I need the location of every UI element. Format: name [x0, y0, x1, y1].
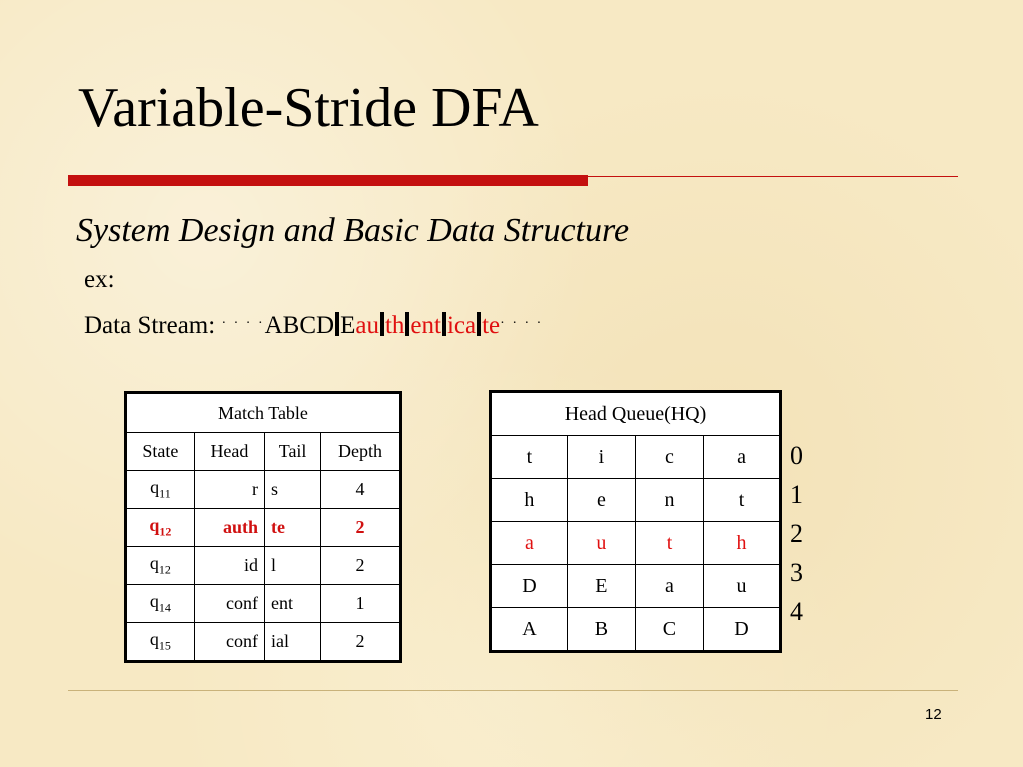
table-row-highlighted — [126, 509, 401, 547]
head-cell: r — [194, 471, 264, 509]
queue-row — [491, 565, 781, 608]
queue-cell: h — [704, 522, 781, 565]
data-stream-line — [84, 312, 543, 340]
queue-cell: a — [635, 565, 703, 608]
row-index: 0 — [790, 441, 803, 470]
page-number: 12 — [925, 706, 942, 723]
tail-cell: s — [265, 471, 321, 509]
queue-cell: n — [635, 479, 703, 522]
stream-prefix: ABCD — [264, 312, 335, 339]
table-row — [126, 623, 401, 662]
queue-row — [491, 436, 781, 479]
queue-cell: i — [567, 436, 635, 479]
title-underline-thick — [68, 175, 588, 186]
queue-cell: c — [635, 436, 703, 479]
head-queue-caption: Head Queue(HQ) — [491, 392, 781, 436]
column-header-head: Head — [194, 433, 264, 471]
tail-cell: ial — [265, 623, 321, 662]
example-label: ex: — [84, 266, 115, 293]
state-cell: $q_{14}$ — [126, 585, 195, 623]
queue-row — [491, 608, 781, 652]
stream-segment-3: ent — [410, 312, 441, 339]
depth-cell: 4 — [321, 471, 401, 509]
stride-divider — [477, 312, 481, 336]
stream-segment-1-black: E — [340, 312, 356, 339]
row-index: 1 — [790, 480, 803, 509]
head-cell: id — [194, 547, 264, 585]
queue-cell: E — [567, 565, 635, 608]
queue-cell: D — [491, 565, 568, 608]
queue-cell: D — [704, 608, 781, 652]
row-index: 4 — [790, 597, 803, 626]
stream-segment-2: th — [384, 312, 405, 339]
column-header-tail: Tail — [265, 433, 321, 471]
queue-cell: A — [491, 608, 568, 652]
column-header-state: State — [126, 433, 195, 471]
tail-cell: te — [265, 509, 321, 547]
leading-ellipsis: · · · · — [221, 316, 265, 331]
stream-segment-4: ica — [446, 312, 477, 339]
tail-cell: ent — [265, 585, 321, 623]
queue-cell: B — [567, 608, 635, 652]
tail-cell: l — [265, 547, 321, 585]
trailing-ellipsis: · · · · — [500, 316, 544, 331]
stream-segment-1-red: au — [355, 312, 379, 339]
title-underline-thin — [588, 176, 958, 177]
stride-divider — [442, 312, 446, 336]
depth-cell: 2 — [321, 623, 401, 662]
queue-cell: t — [491, 436, 568, 479]
head-queue-table — [489, 390, 782, 653]
head-cell: conf — [194, 623, 264, 662]
queue-cell: h — [491, 479, 568, 522]
depth-cell: 2 — [321, 547, 401, 585]
state-cell: $q_{12}$ — [126, 509, 195, 547]
state-cell: $q_{12}$ — [126, 547, 195, 585]
match-table-caption: Match Table — [126, 393, 401, 433]
slide-subtitle: System Design and Basic Data Structure — [76, 212, 630, 249]
queue-cell: e — [567, 479, 635, 522]
match-table — [124, 391, 402, 663]
state-cell: $q_{15}$ — [126, 623, 195, 662]
depth-cell: 1 — [321, 585, 401, 623]
row-index: 2 — [790, 519, 803, 548]
stride-divider — [380, 312, 384, 336]
depth-cell: 2 — [321, 509, 401, 547]
footer-divider — [68, 690, 958, 691]
stride-divider — [335, 312, 339, 336]
table-row — [126, 471, 401, 509]
queue-cell: a — [491, 522, 568, 565]
queue-cell: a — [704, 436, 781, 479]
queue-row-indices — [790, 436, 803, 631]
table-row — [126, 585, 401, 623]
queue-row-highlighted — [491, 522, 781, 565]
slide-title: Variable-Stride DFA — [78, 77, 539, 139]
table-row — [126, 547, 401, 585]
queue-cell: t — [704, 479, 781, 522]
state-cell: $q_{11}$ — [126, 471, 195, 509]
stride-divider — [405, 312, 409, 336]
data-stream-label: Data Stream: — [84, 312, 216, 339]
queue-cell: u — [704, 565, 781, 608]
row-index: 3 — [790, 558, 803, 587]
head-cell: auth — [194, 509, 264, 547]
queue-row — [491, 479, 781, 522]
queue-cell: u — [567, 522, 635, 565]
queue-cell: C — [635, 608, 703, 652]
column-header-depth: Depth — [321, 433, 401, 471]
head-cell: conf — [194, 585, 264, 623]
queue-cell: t — [635, 522, 703, 565]
stream-segment-5: te — [482, 312, 501, 339]
